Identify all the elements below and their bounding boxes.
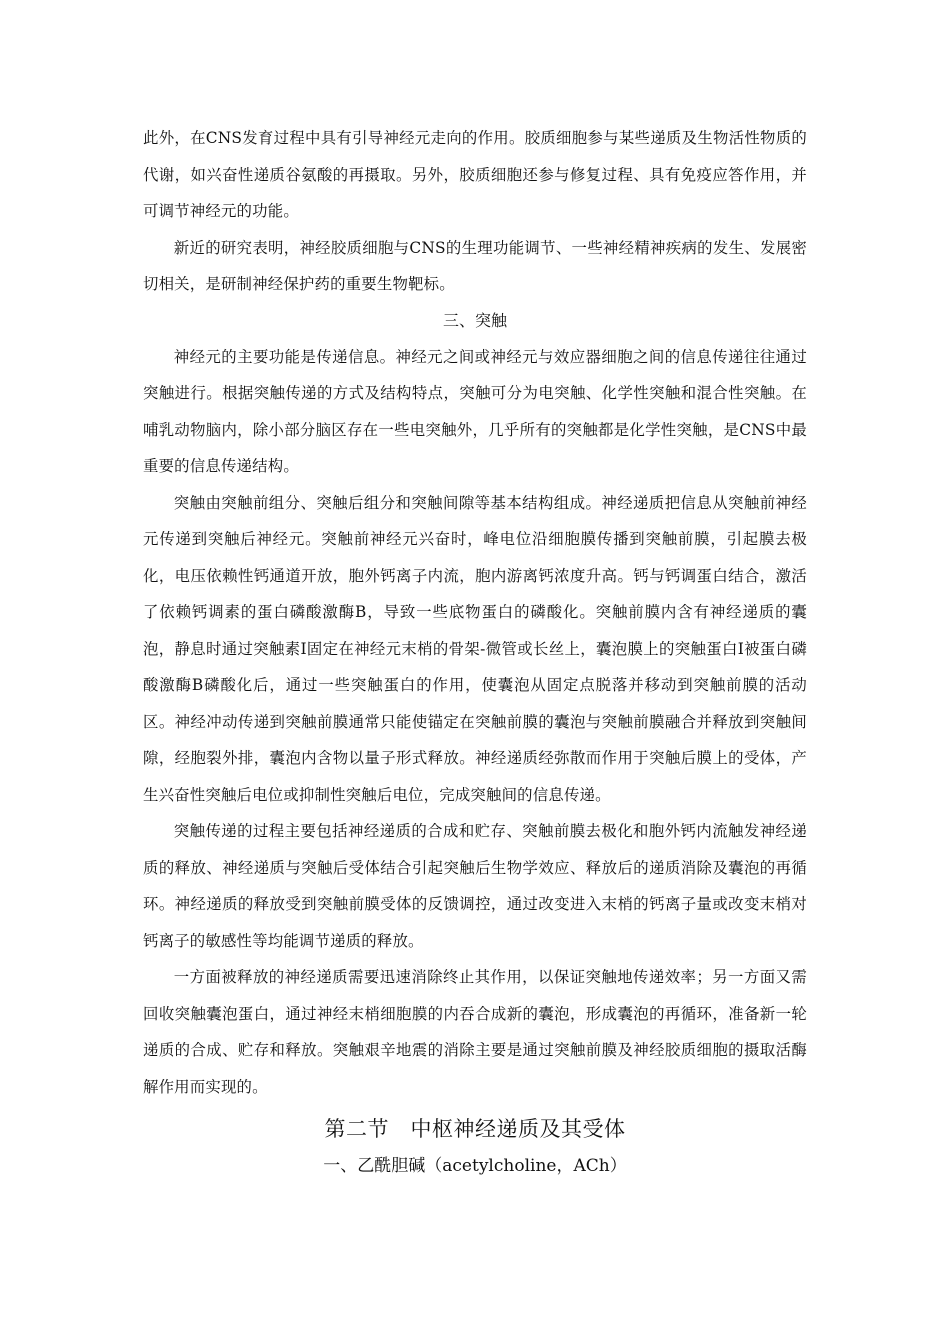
document-body (143, 120, 807, 1183)
paragraph-synapse-structure: 突触由突触前组分、突触后组分和突触间隙等基本结构组成。神经递质把信息从突触前神经元传递到突触后神经元。突触前神经元兴奋时，峰电位沿细胞膜传播到突触前膜，引起膜去极化，电压依赖性钙通道开放，胞外钙离子内流，胞内游离钙浓度升高。钙与钙调蛋白结合，激活了依赖钙调素的蛋白磷酸激酶B，导致一些底物蛋白的磷酸化。突触前膜内含有神经递质的囊泡，静息时通过突触素Ⅰ固定在神经元末梢的骨架-微管或长丝上，囊泡膜上的突触蛋白Ⅰ被蛋白磷酸激酶B磷酸化后，通过一些突触蛋白的作用，使囊泡从固定点脱落并移动到突触前膜的活动区。神经冲动传递到突触前膜通常只能使锚定在突触前膜的囊泡与突触前膜融合并释放到突触间隙，经胞裂外排，囊泡内含物以量子形式释放。神经递质经弥散而作用于突触后膜上的受体，产生兴奋性突触后电位或抑制性突触后电位，完成突触间的信息传递。 (143, 493, 807, 804)
paragraph-glia-research: 新近的研究表明，神经胶质细胞与CNS的生理功能调节、一些神经精神疾病的发生、发展密切相关，是研制神经保护药的重要生物靶标。 (143, 238, 807, 293)
paragraph-transmitter-removal: 一方面被释放的神经递质需要迅速消除终止其作用，以保证突触地传递效率；另一方面又需回收突触囊泡蛋白，通过神经末梢细胞膜的内吞合成新的囊泡，形成囊泡的再循环，准备新一轮递质的合成、贮存和释放。突触艰辛地震的消除主要是通过突触前膜及神经胶质细胞的摄取活酶解作用而实现的。 (143, 968, 807, 1096)
paragraph-glia-functions: 此外，在CNS发育过程中具有引导神经元走向的作用。胶质细胞参与某些递质及生物活性物质的代谢，如兴奋性递质谷氨酸的再摄取。另外，胶质细胞还参与修复过程、具有免疫应答作用，并可调节神经元的功能。 (143, 129, 807, 220)
paragraph-synaptic-transmission: 突触传递的过程主要包括神经递质的合成和贮存、突触前膜去极化和胞外钙内流触发神经递质的释放、神经递质与突触后受体结合引起突触后生物学效应、释放后的递质消除及囊泡的再循环。神经递质的释放受到突触前膜受体的反馈调控，通过改变进入末梢的钙离子量或改变末梢对钙离子的敏感性等均能调节递质的释放。 (143, 822, 807, 950)
paragraph-synapse-intro: 神经元的主要功能是传递信息。神经元之间或神经元与效应器细胞之间的信息传递往往通过突触进行。根据突触传递的方式及结构特点，突触可分为电突触、化学性突触和混合性突触。在哺乳动物脑内，除小部分脑区存在一些电突触外，几乎所有的突触都是化学性突触，是CNS中最重要的信息传递结构。 (143, 347, 807, 475)
section-heading-central-neurotransmitters: 第二节 中枢神经递质及其受体 (324, 1117, 626, 1141)
heading-synapse: 三、突触 (442, 310, 507, 330)
heading-acetylcholine: 一、乙酰胆碱（acetylcholine，ACh） (323, 1156, 627, 1176)
